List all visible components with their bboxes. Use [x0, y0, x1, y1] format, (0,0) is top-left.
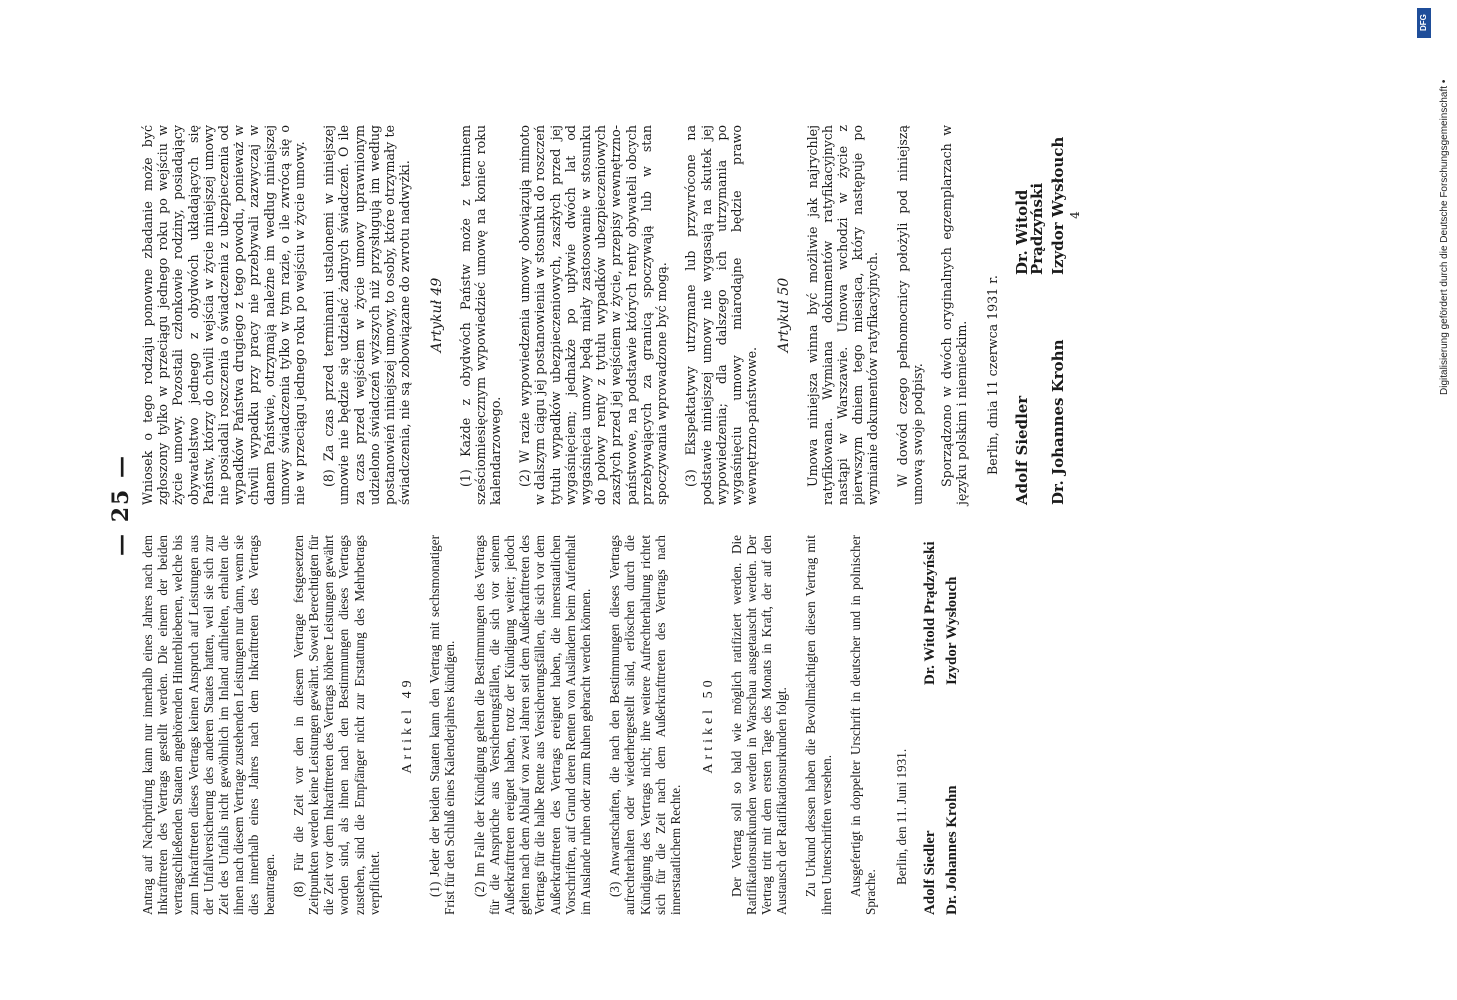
- dfg-logo: DFG: [1417, 8, 1431, 38]
- de-signatures: [923, 535, 959, 915]
- de-article-50-heading: Artikel 50: [701, 676, 717, 774]
- de-article-49-heading: Artikel 49: [400, 676, 416, 774]
- de-date-line: Berlin, den 11. Juni 1931.: [894, 748, 910, 885]
- footnote-mark: 4: [1068, 211, 1083, 219]
- pl-article-49-heading: Artykuł 49: [429, 277, 446, 353]
- pl-paragraph: (1) Każde z obydwóch Państw może z terminem sześciomiesięcznym wypowiedzieć umowę na koniec roku kalendarzowego.: [457, 125, 504, 505]
- signature: Adolf Siedler: [1012, 395, 1031, 505]
- rotated-sheet: [100, 65, 1300, 945]
- de-paragraph: (1) Jeder der beiden Staaten kann den Vertrag mit sechsmonatiger Frist für den Schluß eines Kalenderjahres kündigen.: [427, 535, 458, 915]
- pl-paragraph: W dowód czego pełnomocnicy położyli pod niniejszą umową swoje podpisy.: [894, 125, 925, 505]
- de-paragraph: Antrag auf Nachprüfung kann nur innerhalb eines Jahres nach dem Inkrafttreten des Vertrags gestellt werden. Die einem der beiden vertragschließenden Staaten angehörenden Hinterbliebenen, welche bis zum Inkrafttreten dieses Vertrags keinen Anspruch auf Leistungen aus der Unfallversicherung des anderen Staates hatten, weil sie sich zur Zeit des Unfalls nicht gewöhnlich im Inland aufhielten, erhalten die ihnen nach diesem Vertrage zustehenden Leistungen nur dann, wenn sie dies innerhalb eines Jahres nach dem Inkrafttreten des Vertrags beantragen.: [140, 535, 277, 915]
- de-paragraph: (3) Anwartschaften, die nach den Bestimmungen dieses Vertrags aufrechterhalten oder wiederhergestellt sind, erlöschen durch die Kündigung des Vertrags nicht; ihre weitere Aufrechterhaltung richtet sich für die Zeit nach dem Außerkrafttreten des Vertrags nach innerstaatlichem Rechte.: [607, 535, 684, 915]
- signature: Dr. Witold Prądzyński: [922, 541, 939, 685]
- signature: Dr. Witold Prądzyński: [1012, 182, 1046, 275]
- de-paragraph: Zu Urkund dessen haben die Bevollmächtigten diesen Vertrag mit ihren Unterschriften versehen.: [803, 535, 834, 915]
- signature: Adolf Siedler: [922, 830, 939, 915]
- pl-paragraph: Wniosek o tego rodzaju ponowne zbadanie może być zgłoszony tylko w przeciągu jednego roku po wejściu w życie umowy. Pozostali członkowie rodziny, posiadający obywatelstwo jednego z obydwóch układających się Państw, którzy do chwili wejścia w życie niniejszej umowy nie posiadali roszczenia o świadczenia z ubezpieczenia od wypadków Państwa drugiego z tego powodu, ponieważ w chwili wypadku przy pracy nie przebywali zazwyczaj w danem Państwie, otrzymają należne im według niniejszej umowy świadczenia tylko w tym razie, o ile zwrócą się o nie w przeciągu jednego roku po wejściu w życie umowy.: [140, 125, 308, 505]
- pl-date-line: Berlin, dnia 11 czerwca 1931 r.: [985, 275, 1001, 475]
- credit-text: Digitalisierung gefördert durch die Deutsche Forschungsgemeinschaft •: [1439, 79, 1450, 395]
- pl-article-50-heading: Artykuł 50: [776, 277, 793, 353]
- pl-paragraph: (3) Ekspektatywy utrzymane lub przywrócone na podstawie niniejszej umowy nie wygasają na skutek jej wypowiedzenia; dla dalszego ich utrzymania po wygaśnięciu umowy miarodajne będzie prawo wewnętrzno-państwowe.: [683, 125, 760, 505]
- digitization-credit: [1405, 10, 1450, 990]
- signature: Izydor Wysłouch: [943, 576, 960, 685]
- signature: Dr. Johannes Krohn: [1048, 339, 1067, 505]
- de-paragraph: Ausgefertigt in doppelter Urschrift in deutscher und in polnischer Sprache.: [847, 535, 878, 915]
- de-paragraph: Der Vertrag soll so bald wie möglich ratifiziert werden. Die Ratifikationsurkunden werden in Warschau ausgetauscht werden. Der Vertrag tritt mit dem ersten Tage des Monats in Kraft, der auf den Austausch der Ratifikationsurkunden folgt.: [728, 535, 790, 915]
- signature: Izydor Wysłouch: [1048, 136, 1067, 275]
- de-paragraph: (2) Im Falle der Kündigung gelten die Bestimmungen des Vertrags für die Ansprüche aus Versicherungsfällen, die sich vor seinem Außerkrafttreten ereignet haben, trotz der Kündigung weiter; jedoch gelten nach dem Ablauf von zwei Jahren seit dem Außerkrafttreten des Vertrags für die halbe Rente aus Versicherungsfällen, die sich vor dem Außerkrafttreten des Vertrags ereignet haben, die innerstaatlichen Vorschriften, auf Grund deren Renten von Ausländern beim Aufenthalt im Auslande ruhen oder zum Ruhen gebracht werden können.: [471, 535, 594, 915]
- signature: Dr. Johannes Krohn: [943, 785, 960, 915]
- pl-signatures: [1012, 125, 1067, 505]
- pl-paragraph: Sporządzono w dwóch oryginalnych egzemplarzach w języku polskim i niemieckim.: [938, 125, 970, 505]
- pl-paragraph: (8) Za czas przed terminami ustalonemi w niniejszej umowie nie będzie się udzielać żadnych świadczeń. O ile za czas przed wejściem w życie umowy uprawnionym udzielono świadczeń wyższych niż przysługują im według postanowień niniejszej umowy, to osoby, które otrzymały te świadczenia, nie są zobowiązane do zwrotu nadwyżki.: [321, 125, 413, 505]
- german-column: [140, 535, 960, 915]
- polish-column: [140, 125, 1083, 505]
- de-paragraph: (8) Für die Zeit vor den in diesem Vertrage festgesetzten Zeitpunkten werden keine Leistungen gewährt. Soweit Berechtigten für die Zeit vor dem Inkrafttreten des Vertrags höhere Leistungen gewährt worden sind, als ihnen nach den Bestimmungen dieses Vertrags zustehen, sind die Empfänger nicht zur Erstattung des Mehrbetrags verpflichtet.: [290, 535, 382, 915]
- pl-paragraph: Umowa niniejsza winna być możliwie jak najrychlej ratyfikowana. Wymiana dokumentów ratyfikacyjnych nastąpi w Warszawie. Umowa wchodzi w życie z pierwszym dniem tego miesiąca, który następuje po wymianie dokumentów ratyfikacyjnych.: [804, 125, 881, 505]
- pl-paragraph: (2) W razie wypowiedzenia umowy obowiązują mimoto w dalszym ciągu jej postanowienia w stosunku do roszczeń tytułu wypadków ubezpieczeniowych, zaszłych przed jej wygaśnięciem; jednakże po upływie dwóch lat od wygaśnięcia umowy będą miały zastosowanie w stosunku do połowy renty z tytułu wypadków ubezpieczeniowych zaszłych przed jej wejściem w życie, przepisy wewnętrzno-państwowe, na podstawie których renty obywateli obcych przebywających za granicą spoczywają lub w stan spoczywania wprowadzone być mogą.: [517, 125, 670, 505]
- page-number: — 25 —: [108, 454, 134, 556]
